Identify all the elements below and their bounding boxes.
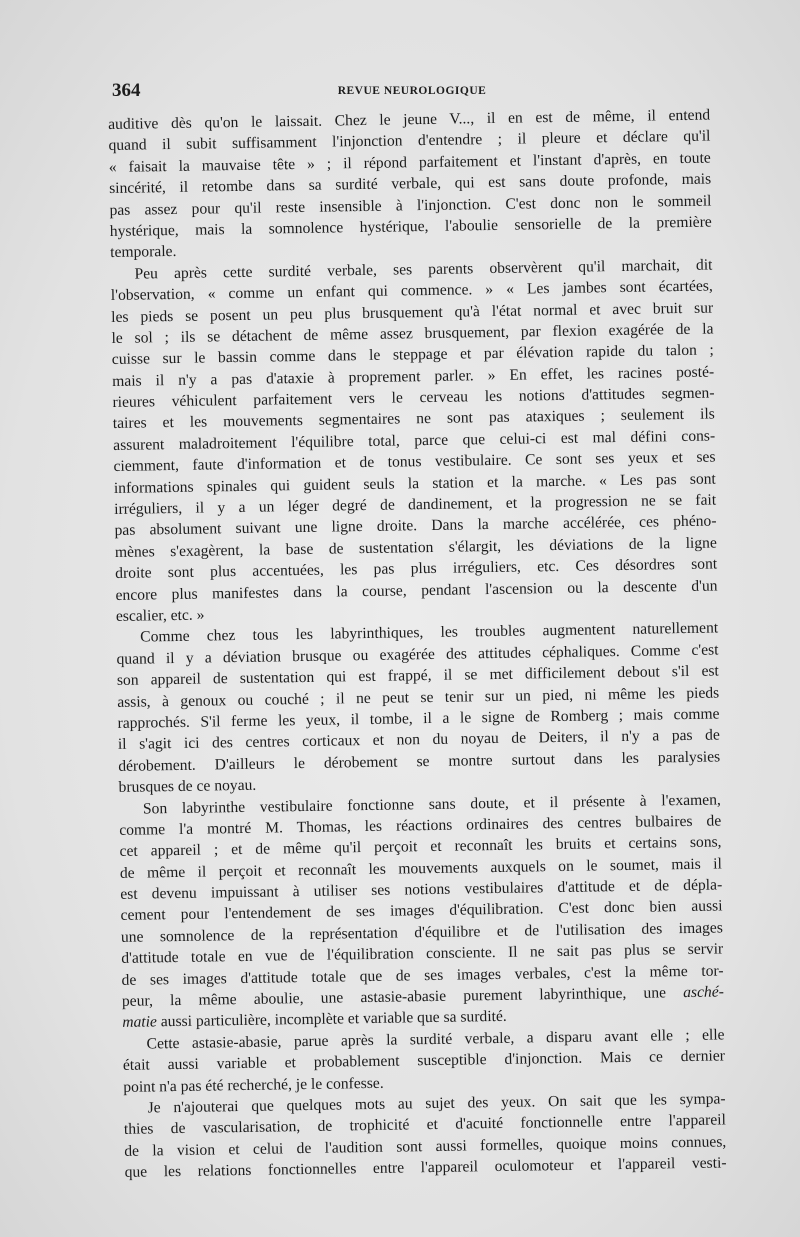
line-text: cet appareil ; et de même qu'il perçoit et reconnaît les bruits et certains sons, — [119, 833, 722, 861]
line-text: temporale. — [110, 243, 177, 262]
line-text: rieures véhiculent parfaitement vers le cerveau les notions d'attitudes segmen- — [112, 384, 715, 412]
line-text: assurent maladroitement l'équilibre total, parce que celui-ci est mal défini cons- — [113, 427, 716, 454]
line-text: dérobement. D'ailleurs le dérobement se montre surtout dans les paralysies — [118, 748, 721, 775]
line-text: quand il subit suffisamment l'injonction d'entendre ; il pleure et déclare qu'il — [108, 127, 711, 155]
page-header — [112, 80, 712, 104]
line-text: pas absolument suivant une ligne droite. Dans la marche accélérée, ces phéno- — [114, 512, 717, 540]
line-text: ciemment, faute d'information et de tonus vestibulaire. Ce sont ses yeux et ses — [113, 448, 716, 476]
italic-term: matie — [122, 1013, 158, 1032]
line-text: mais il n'y a pas d'ataxie à proprement parler. » En effet, les racines posté- — [112, 363, 715, 390]
line-text: « faisait la mauvaise tête » ; il répond parfaitement et l'instant d'après, en toute — [108, 149, 711, 176]
line-text: aussi particulière, incomplète et variable que sa surdité. — [156, 1008, 507, 1031]
line-text: d'attitude totale en vue de l'équilibration consciente. Il ne sait pas plus se servir — [121, 940, 724, 968]
line-text: informations spinales qui guident seuls la station et la marche. « Les pas sont — [113, 470, 716, 497]
page-number: 364 — [112, 80, 141, 101]
line-text: est devenu impuissant à utiliser ses notions vestibulaires d'attitude et de dépla- — [120, 876, 723, 903]
line-text: point n'a pas été recherché, je le confesse. — [123, 1074, 384, 1096]
line-text: Peu après cette surdité verbale, ses parents observèrent qu'il marchait, dit — [134, 256, 713, 283]
line-text: mènes s'exagèrent, la base de sustentation s'élargit, les déviations de la ligne — [114, 534, 717, 561]
line-text: pas assez pour qu'il reste insensible à l'injonction. C'est donc non le sommeil — [109, 192, 712, 219]
line-text: cuisse sur le bassin comme dans le steppage et par élévation rapide du talon ; — [111, 341, 714, 369]
line-text: de même il perçoit et reconnaît les mouvements auxquels on le soumet, mais il — [119, 855, 722, 882]
running-head: REVUE NEUROLOGIQUE — [337, 85, 487, 97]
line-text: escalier, etc. » — [115, 606, 205, 625]
line-text: de la vision et celui de l'audition sont aussi formelles, quoique moins connues, — [124, 1133, 727, 1160]
line-text: taires et les mouvements segmentaires ne sont pas ataxiques ; seulement ils — [112, 405, 715, 433]
line-text: de ses images d'attitude totale que de ses images verbales, c'est la même tor- — [121, 962, 724, 989]
line-text: Cette astasie-abasie, parue après la surdité verbale, a disparu avant elle ; elle — [146, 1026, 725, 1053]
line-text: peur, la même aboulie, une astasie-abasie purement labyrinthique, une — [121, 984, 684, 1010]
line-text: Je n'ajouterai que quelques mots au sujet des yeux. On sait que les sympa- — [147, 1090, 726, 1117]
line-text: Son labyrinthe vestibulaire fonctionne sans doute, et il présente à l'examen, — [142, 790, 721, 818]
line-text: quand il y a déviation brusque ou exagérée des attitudes céphaliques. Comme c'est — [116, 641, 719, 668]
line-text: assis, à genoux ou couché ; il ne peut se tenir sur un pied, ni même les pieds — [117, 684, 720, 711]
line-text: était aussi variable et probablement susceptible d'injonction. Mais ce dernier — [122, 1047, 726, 1075]
line-text: droite sont plus accentuées, les pas plus irréguliers, etc. Ces désordres sont — [115, 555, 718, 583]
line-text: rapprochés. S'il ferme les yeux, il tombe, il a le signe de Romberg ; mais comme — [117, 705, 720, 732]
line-text: son appareil de sustentation qui est frappé, il se met difficilement debout s'il est — [116, 662, 719, 690]
line-text: thies de vascularisation, de trophicité et d'acuité fonctionnelle entre l'appareil — [123, 1111, 727, 1139]
line-text: irréguliers, il y a un léger degré de dandinement, et la progression ne se fait — [114, 491, 717, 518]
line-text: l'observation, « comme un enfant qui commence. » « Les jambes sont écartées, — [110, 277, 713, 305]
italic-term: asché- — [683, 983, 724, 1002]
line-text: Comme chez tous les labyrinthiques, les troubles augmentent naturellement — [140, 619, 719, 646]
line-text: le sol ; ils se détachent de même assez brusquement, par flexion exagérée de la — [111, 320, 714, 347]
line-text: une somnolence de la représentation d'équilibre et de l'utilisation des images — [120, 919, 723, 946]
line-text: auditive dès qu'on le laissait. Chez le jeune V..., il en est de même, il entend — [108, 106, 711, 133]
line-text: encore plus manifestes dans la course, pendant l'ascension ou la descente d'un — [115, 577, 718, 604]
line-text: il s'agit ici des centres corticaux et non du noyau de Deiters, il n'y a pas de — [117, 726, 720, 754]
line-text: hystérique, mais la somnolence hystérique, l'aboulie sensorielle de la première — [109, 213, 712, 240]
line-text: brusques de ce noyau. — [118, 776, 257, 797]
line-text: cement pour l'entendement de ses images d'équilibration. C'est donc bien aussi — [120, 897, 723, 925]
line-text: comme l'a montré M. Thomas, les réactions ordinaires des centres bulbaires de — [119, 812, 722, 839]
body-text — [108, 105, 727, 1184]
line-text: sincérité, il retombe dans sa surdité verbale, qui est sans doute profonde, mais — [109, 170, 712, 198]
line-text: que les relations fonctionnelles entre l'appareil oculomoteur et l'appareil vesti- — [124, 1154, 727, 1182]
line-text: les pieds se posent un peu plus brusquement qu'à l'état normal et avec bruit sur — [111, 299, 714, 326]
